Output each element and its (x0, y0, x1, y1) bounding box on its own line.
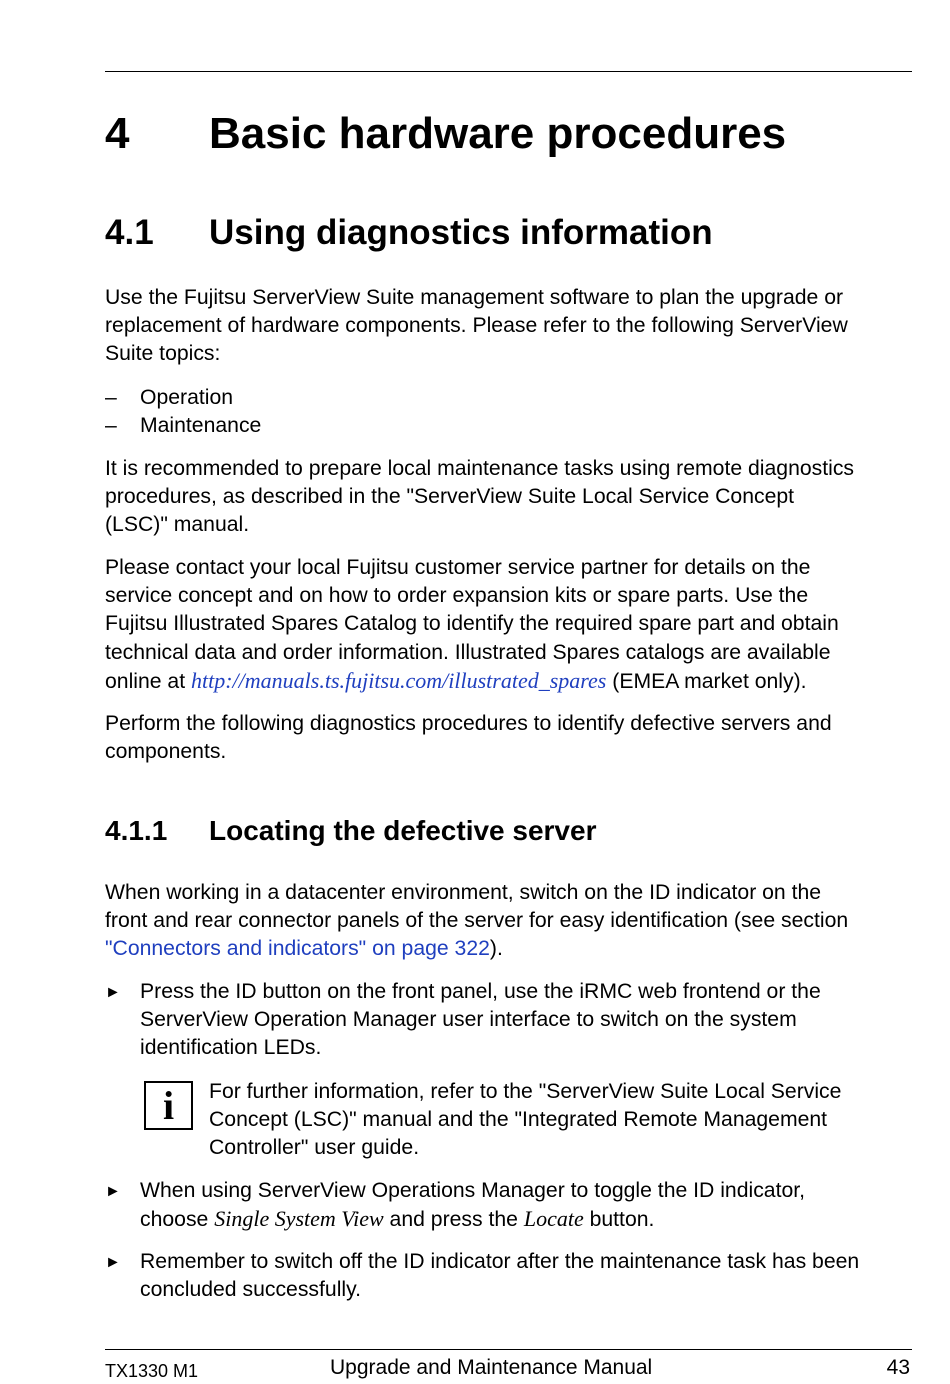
text-line: service concept and on how to order expansion kits or spare parts. Use the (105, 584, 809, 608)
footer-model: TX1330 M1 (105, 1361, 199, 1381)
text-line: Use the Fujitsu ServerView Suite management software to plan the upgrade or (105, 286, 844, 309)
section-title: Using diagnostics information (209, 213, 713, 252)
footer-manual-title: Upgrade and Maintenance Manual (330, 1356, 653, 1379)
text-line: ServerView Operation Manager user interface to switch on the system (140, 1008, 797, 1032)
text-line: Remember to switch off the ID indicator after the maintenance task has been (140, 1250, 860, 1273)
text-fragment: and press the (383, 1208, 524, 1232)
intro-paragraph (105, 284, 915, 369)
text-line: When using ServerView Operations Manager to toggle the ID indicator, (140, 1179, 806, 1202)
footer-rule (105, 1349, 912, 1350)
perform-paragraph (105, 710, 915, 766)
text-fragment: ). (489, 937, 503, 961)
page-number: 43 (886, 1356, 910, 1379)
text-line: (LSC)" manual. (105, 513, 250, 537)
text-fragment: (EMEA market only). (606, 669, 807, 693)
topic-operation: Operation (140, 386, 234, 409)
locate-paragraph (105, 879, 915, 964)
recommend-paragraph (105, 455, 915, 540)
text-line: For further information, refer to the "ServerView Suite Local Service (209, 1080, 842, 1103)
single-system-view-label: Single System View (214, 1206, 384, 1232)
step-arrow-icon: ► (105, 1183, 121, 1200)
text-line (140, 1205, 915, 1234)
subsection-number: 4.1.1 (105, 815, 168, 846)
header-rule (105, 71, 912, 72)
spares-catalog-link[interactable]: http://manuals.ts.fujitsu.com/illustrated_spares (191, 667, 607, 693)
chapter-title: Basic hardware procedures (209, 109, 787, 158)
text-fragment: online at (105, 669, 191, 693)
text-line: Fujitsu Illustrated Spares Catalog to identify the required spare part and obtain (105, 612, 839, 636)
step-arrow-icon: ► (105, 984, 121, 1001)
topic-maintenance: Maintenance (140, 414, 262, 437)
text-line: identification LEDs. (140, 1036, 322, 1060)
step-3 (140, 1248, 915, 1304)
step-arrow-icon: ► (105, 1254, 121, 1271)
text-line: front and rear connector panels of the server for easy identification (see section (105, 909, 849, 933)
list-dash: – (105, 414, 117, 437)
info-note (209, 1078, 915, 1163)
text-line: Please contact your local Fujitsu customer service partner for details on the (105, 556, 811, 579)
step-2 (140, 1177, 915, 1234)
text-line: components. (105, 740, 227, 764)
chapter-number: 4 (105, 109, 130, 158)
text-fragment: choose (140, 1208, 215, 1232)
text-line: Concept (LSC)" manual and the "Integrated Remote Management (209, 1108, 828, 1132)
text-line: concluded successfully. (140, 1278, 362, 1302)
list-dash: – (105, 386, 117, 409)
info-icon: i (144, 1081, 193, 1130)
text-line: Perform the following diagnostics procedures to identify defective servers and (105, 712, 832, 735)
contact-paragraph (105, 554, 915, 696)
locate-button-label: Locate (523, 1206, 584, 1232)
text-fragment: button. (583, 1208, 655, 1232)
list-item (140, 384, 915, 412)
subsection-title: Locating the defective server (209, 815, 597, 846)
text-line: It is recommended to prepare local maintenance tasks using remote diagnostics (105, 457, 855, 480)
connectors-indicators-link[interactable]: "Connectors and indicators" on page 322 (105, 937, 490, 961)
text-line: Press the ID button on the front panel, use the iRMC web frontend or the (140, 980, 821, 1003)
section-number: 4.1 (105, 213, 154, 252)
text-line (105, 935, 915, 963)
text-line: technical data and order information. Illustrated Spares catalogs are available (105, 640, 831, 664)
text-line: procedures, as described in the "ServerView Suite Local Service Concept (105, 485, 795, 509)
text-line (105, 667, 915, 696)
text-line: replacement of hardware components. Please refer to the following ServerView (105, 314, 848, 338)
text-line: Suite topics: (105, 342, 221, 366)
text-line: When working in a datacenter environment, switch on the ID indicator on the (105, 881, 822, 904)
text-line: Controller" user guide. (209, 1136, 420, 1160)
step-1 (140, 978, 915, 1063)
list-item (140, 412, 915, 440)
